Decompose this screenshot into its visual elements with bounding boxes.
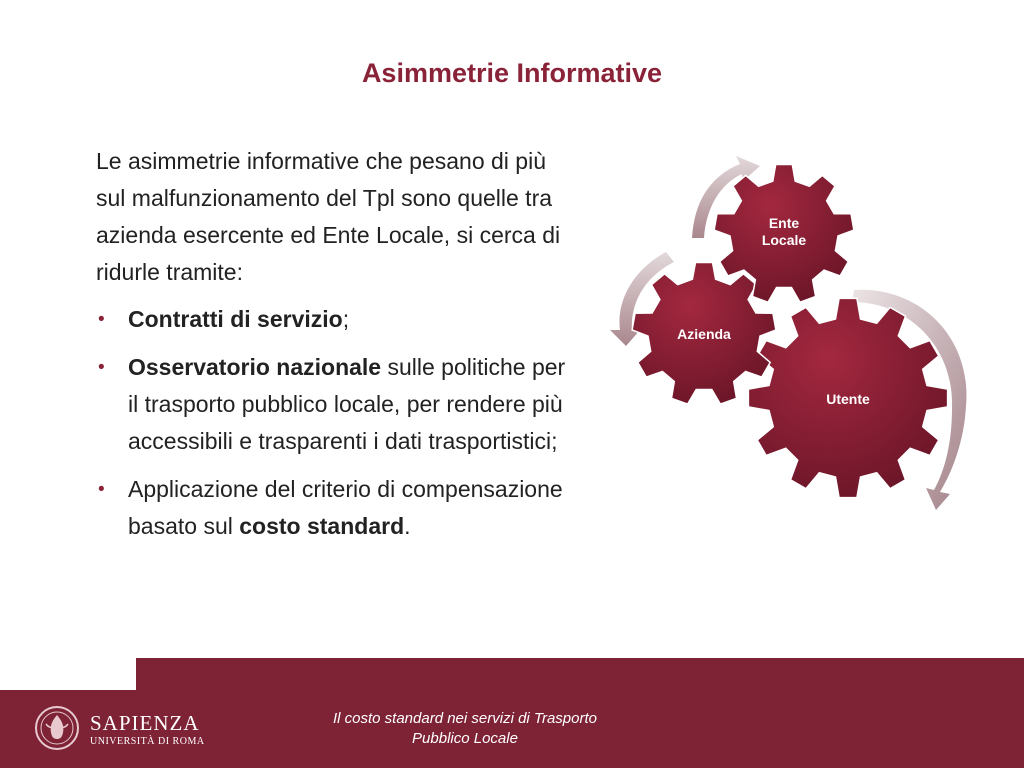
logo-name: SAPIENZA (90, 711, 200, 735)
footer-band-top (136, 658, 1024, 692)
intro-paragraph: Le asimmetrie informative che pesano di più sul malfunzionamento del Tpl sono quelle tra azienda esercente ed Ente Locale, si cerca di ridurle tramite: (96, 148, 561, 285)
bullet-bold-text: Contratti di servizio (128, 306, 343, 332)
footer-caption-line: Il costo standard nei servizi di Trasporto (332, 710, 597, 727)
bullet-text: . (404, 513, 411, 539)
bullet-text: sulle politiche per il trasporto pubblico locale, per rendere più accessibili e trasparenti i dati trasportistici; (128, 354, 566, 454)
footer-caption (250, 709, 680, 749)
gear-label-utente: Utente (826, 391, 870, 407)
bullet-bold-text: Osservatorio nazionale (128, 354, 382, 380)
slide-body (96, 143, 576, 556)
gear-label-line: Ente (768, 215, 800, 231)
bullet-dot-icon: • (98, 309, 105, 330)
sapienza-seal-icon (34, 702, 80, 754)
bullet-item (96, 471, 576, 545)
gears-diagram (600, 150, 1000, 510)
bullet-text: Applicazione del criterio di compensazione basato sul (128, 476, 563, 539)
gear-label-ente-locale (739, 215, 829, 249)
gear-label-azienda: Azienda (677, 326, 731, 342)
footer-caption-line: Pubblico Locale (412, 730, 518, 747)
slide-title: Asimmetrie Informative (361, 58, 663, 88)
bullet-text: ; (342, 306, 350, 332)
bullet-dot-icon: • (98, 357, 105, 378)
gear-label-line: Locale (761, 232, 807, 248)
bullet-item (96, 301, 576, 338)
bullet-bold-text: costo standard (239, 513, 405, 539)
bullet-dot-icon: • (98, 479, 105, 500)
bullet-item (96, 349, 576, 460)
logo-subtitle: UNIVERSITÀ DI ROMA (90, 736, 205, 747)
